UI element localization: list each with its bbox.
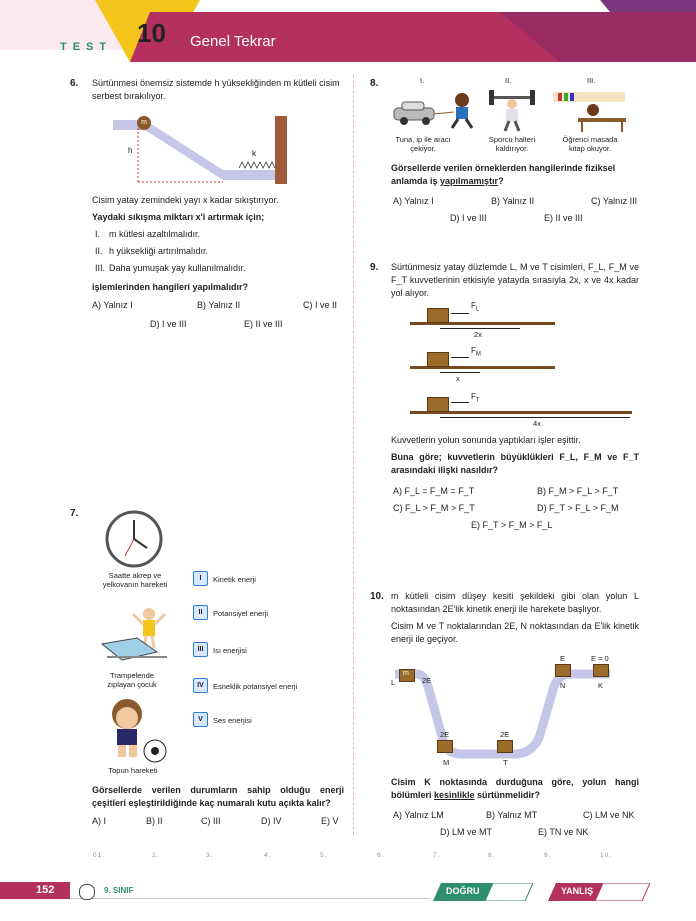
q9-crate-m xyxy=(427,352,449,367)
q6-stem: Sürtünmesi önemsiz sistemde h yüksekliğinden m kütleli cisim serbest bırakılıyor. xyxy=(92,78,340,101)
q9-dist-line-t xyxy=(440,417,630,418)
q10-mass-label: m xyxy=(403,670,409,677)
q6-mass-label: m xyxy=(141,119,147,126)
q8-number: 8. xyxy=(370,78,379,89)
q10-line1: Cisim M ve T noktalarından 2E, N noktasından da E'lik kinetik enerji ile geçiyor. xyxy=(391,621,639,644)
page-number: 152 xyxy=(36,884,55,896)
q7-fig-label-1: Saatte akrep ve yelkovanın hareketi xyxy=(102,571,168,589)
q6-item: III. Daha yumuşak yay kullanılmalıdır. xyxy=(95,263,246,273)
q10-label-k: K xyxy=(598,681,604,690)
footer-strip-line xyxy=(70,898,430,899)
q9-force-m-arrow xyxy=(451,357,469,358)
q8-question: Görsellerde verilen örneklerden hangilerinde fiziksel anlamda iş yapılmamıştır? xyxy=(391,163,616,186)
car-pulling-icon xyxy=(392,90,492,132)
q8-option-e[interactable]: E) II ve III xyxy=(544,213,583,223)
grade-label: 9. SINIF xyxy=(104,886,134,895)
answer-key-item: 9. xyxy=(544,852,552,859)
q10-question: Cisim K noktasında durduğuna göre, yolun hangi bölümleri kesinlikle sürtünmelidir? xyxy=(391,777,639,800)
q8-option-a[interactable]: A) Yalnız I xyxy=(393,196,434,206)
q7-question: Görsellerde verilen durumların sahip olduğu enerji çeşitleri eşleştirildiğinde kaç numaralı kutu açıkta kalır? xyxy=(92,785,344,808)
q7-option-d[interactable]: D) IV xyxy=(261,816,282,826)
q7-box-3[interactable]: III xyxy=(193,642,208,657)
column-divider xyxy=(353,75,354,835)
test-number: 10 xyxy=(137,18,166,48)
q6-item: I. m kütlesi azaltılmalıdır. xyxy=(95,229,201,239)
q6-option-b[interactable]: B) Yalnız II xyxy=(197,300,241,310)
q10-energy-k: E = 0 xyxy=(591,654,609,663)
q9-option-a[interactable]: A) F_L = F_M = F_T xyxy=(393,486,475,496)
q6-spring-label: k xyxy=(252,149,256,158)
q9-question: Buna göre; kuvvetlerin büyüklükleri F_L, F_M ve F_T arasındaki ilişki nasıldır? xyxy=(391,452,639,475)
q10-energy-n: E xyxy=(560,654,566,663)
header xyxy=(0,0,696,62)
q6-option-c[interactable]: C) I ve II xyxy=(303,300,338,310)
q7-option-b[interactable]: B) II xyxy=(146,816,163,826)
q10-crate-k xyxy=(593,664,609,677)
q6-line2: Yaydaki sıkışma miktarı x'i artırmak için; xyxy=(92,212,265,222)
answer-key-item: 01. xyxy=(93,852,106,859)
q8-fig-label-3: Öğrenci masada kitap okuyor. xyxy=(562,135,618,153)
clock-icon xyxy=(105,510,163,568)
q10-label-t: T xyxy=(503,758,508,767)
q9-force-t: $F_T$ xyxy=(471,392,480,404)
q9-dist-t: 4x xyxy=(533,419,541,428)
q9-crate-l xyxy=(427,308,449,323)
q9-crate-t xyxy=(427,397,449,412)
answer-key-item: 6. xyxy=(377,852,385,859)
q9-option-e[interactable]: E) F_T > F_M > F_L xyxy=(471,520,553,530)
q7-fig-label-3: Topun hareketi xyxy=(108,766,158,775)
q9-dist-line-m xyxy=(440,372,480,373)
trampoline-icon xyxy=(97,602,187,667)
q6-items xyxy=(95,228,345,279)
q10-option-d[interactable]: D) LM ve MT xyxy=(440,827,493,837)
q10-crate-m xyxy=(437,740,453,753)
q8-fig-num-1: I. xyxy=(420,76,425,85)
q10-crate-n xyxy=(555,664,571,677)
weightlifter-icon xyxy=(487,88,537,132)
q7-box-label-5: Ses enerjisi xyxy=(213,716,252,725)
q7-number: 7. xyxy=(70,508,79,519)
q9-force-t-arrow xyxy=(451,402,469,403)
q10-option-c[interactable]: C) LM ve NK xyxy=(583,810,635,820)
reading-student-icon xyxy=(548,88,630,132)
q8-option-c[interactable]: C) Yalnız III xyxy=(591,196,638,206)
q9-force-m: $F_M$ xyxy=(471,346,481,358)
q7-option-e[interactable]: E) V xyxy=(321,816,339,826)
q9-line1: Kuvvetlerin yolun sonunda yaptıkları işler eşittir. xyxy=(391,435,581,445)
q7-box-label-2: Potansiyel enerji xyxy=(213,609,269,618)
q10-energy-t: 2E xyxy=(500,730,510,739)
q6-option-e[interactable]: E) II ve III xyxy=(244,319,283,329)
q9-stem: Sürtünmesiz yatay düzlemde L, M ve T cisimleri, F_L, F_M ve F_T kuvvetlerinin etkisiyle yatayda sırasıyla 2x, x ve 4x kadar yol alıyor. xyxy=(391,262,639,298)
wrong-badge[interactable] xyxy=(548,883,650,901)
q10-number: 10. xyxy=(370,591,384,602)
q9-option-b[interactable]: B) F_M > F_L > F_T xyxy=(537,486,619,496)
q9-dist-l: 2x xyxy=(474,330,482,339)
correct-label: DOĞRU xyxy=(446,886,480,896)
q8-fig-num-3: III. xyxy=(587,76,596,85)
q7-fig-label-2: Trampelende zıplayan çocuk xyxy=(107,671,157,689)
q8-fig-num-2: II. xyxy=(505,76,512,85)
correct-badge[interactable] xyxy=(433,883,533,901)
q6-item: II. h yüksekliği artırılmalıdır. xyxy=(95,246,209,256)
test-label: TEST xyxy=(60,41,113,53)
footer-book-icon xyxy=(79,884,95,900)
q6-number: 6. xyxy=(70,78,79,89)
q10-energy-l: 2E xyxy=(422,676,432,685)
q9-option-d[interactable]: D) F_T > F_L > F_M xyxy=(537,503,619,513)
q10-energy-m: 2E xyxy=(440,730,450,739)
q6-option-a[interactable]: A) Yalnız I xyxy=(92,300,133,310)
q7-box-label-1: Kinetik enerji xyxy=(213,575,256,584)
footer-page-strip xyxy=(0,882,70,899)
q7-option-a[interactable]: A) I xyxy=(92,816,107,826)
q7-option-c[interactable]: C) III xyxy=(201,816,221,826)
answer-key-item: 7. xyxy=(433,852,441,859)
q6-mass xyxy=(137,116,151,130)
q9-number: 9. xyxy=(370,262,379,273)
q6-option-d[interactable]: D) I ve III xyxy=(150,319,187,329)
q6-line1: Cisim yatay zemindeki yayı x kadar sıkıştırıyor. xyxy=(92,195,279,205)
q10-stem: m kütleli cisim düşey kesiti şekildeki gibi olan yolun L noktasından 2E'lik kinetik enerji ile harekete başlıyor. xyxy=(391,591,639,614)
q7-box-5[interactable]: V xyxy=(193,712,208,727)
q10-option-e[interactable]: E) TN ve NK xyxy=(538,827,589,837)
q10-label-l: L xyxy=(391,678,396,687)
q6-question: işlemlerinden hangileri yapılmalıdır? xyxy=(92,282,249,292)
q8-fig-label-1: Tuna, ip ile aracı çekiyor. xyxy=(395,135,451,153)
q8-fig-label-2: Sporcu halteri kaldırıyor. xyxy=(488,135,536,153)
wrong-label: YANLIŞ xyxy=(561,886,594,896)
q8-option-b[interactable]: B) Yalnız II xyxy=(491,196,535,206)
q6-figure xyxy=(105,112,295,192)
answer-key-item: 10. xyxy=(600,852,613,859)
q7-box-2[interactable]: II xyxy=(193,605,208,620)
answer-key-item: 2. xyxy=(152,852,160,859)
q6-height-label: h xyxy=(128,146,133,155)
q9-force-l-arrow xyxy=(451,313,469,314)
answer-key-item: 3. xyxy=(206,852,214,859)
soccer-boy-icon xyxy=(100,696,170,764)
q8-option-d[interactable]: D) I ve III xyxy=(450,213,487,223)
answer-key-item: 4. xyxy=(264,852,272,859)
q10-label-m: M xyxy=(443,758,450,767)
q7-box-4[interactable]: IV xyxy=(193,678,208,693)
q7-box-label-3: Isı enerjisi xyxy=(213,646,247,655)
q9-dist-m: x xyxy=(456,374,460,383)
q10-crate-t xyxy=(497,740,513,753)
q10-option-b[interactable]: B) Yalnız MT xyxy=(486,810,538,820)
q7-box-label-4: Esneklik potansiyel enerji xyxy=(213,682,298,691)
q9-option-c[interactable]: C) F_L > F_M > F_T xyxy=(393,503,475,513)
q9-force-l: $F_L$ xyxy=(471,301,480,313)
answer-key-item: 8. xyxy=(488,852,496,859)
q7-box-1[interactable]: I xyxy=(193,571,208,586)
q9-dist-line-l xyxy=(440,328,520,329)
q10-label-n: N xyxy=(560,681,566,690)
page-title: Genel Tekrar xyxy=(190,33,276,50)
answer-key-item: 5. xyxy=(320,852,328,859)
q10-option-a[interactable]: A) Yalnız LM xyxy=(393,810,444,820)
